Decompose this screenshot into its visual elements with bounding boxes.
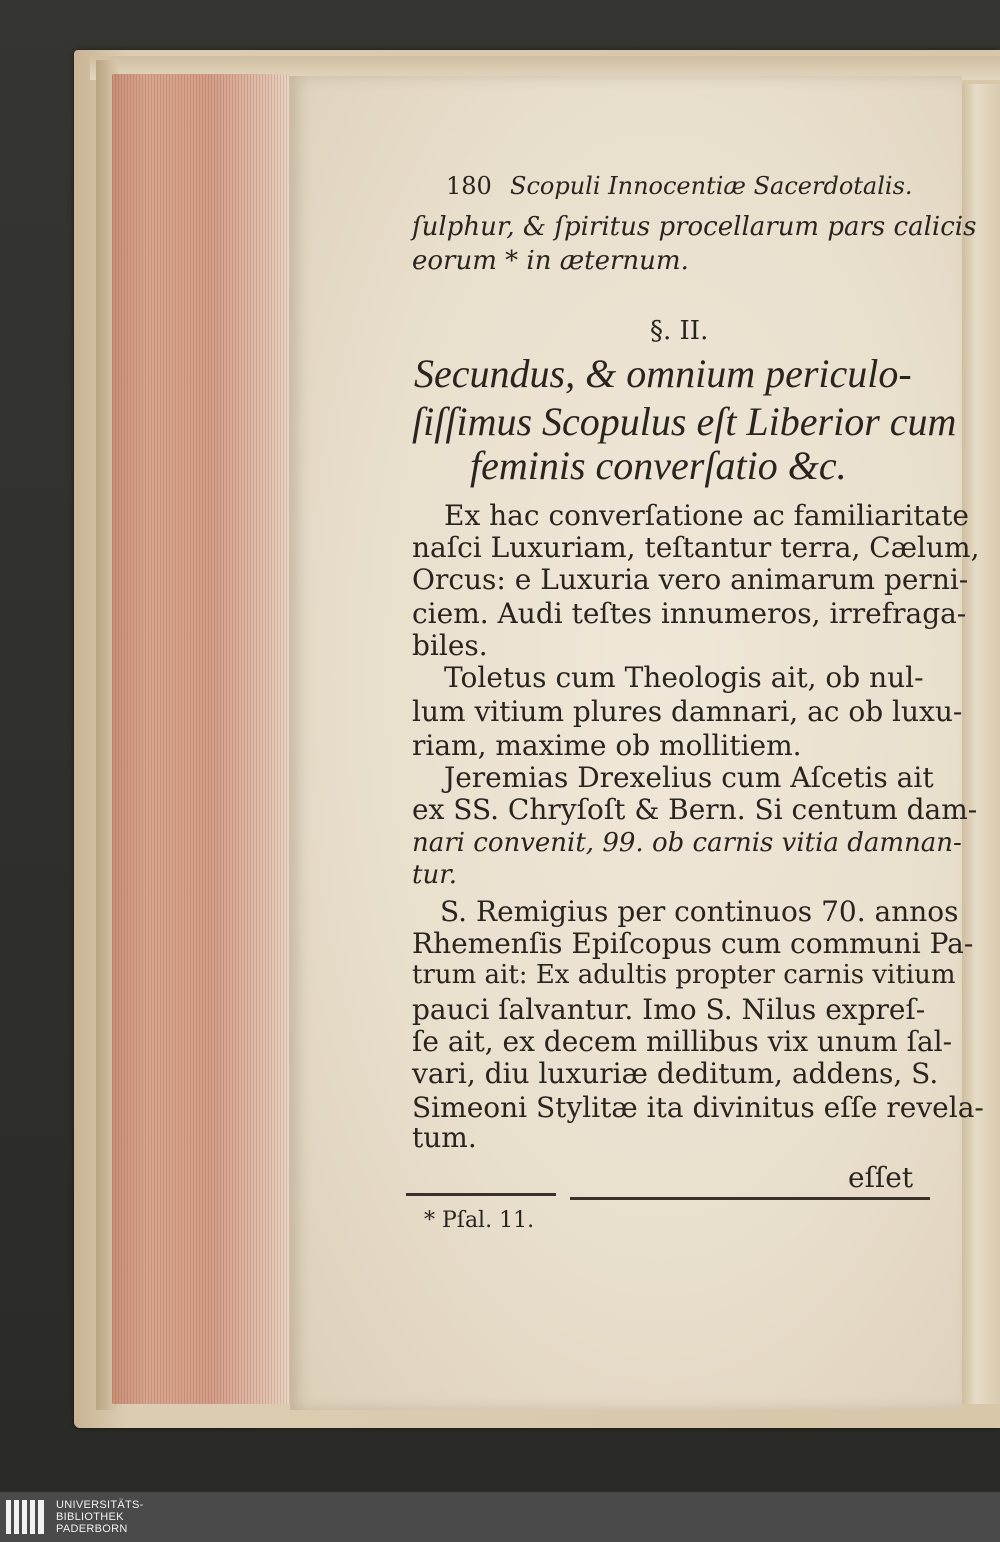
text-line: lum vitium plures damnari, ac ob luxu- [412, 695, 963, 728]
text-line: Jeremias Drexelius cum Aſcetis ait [444, 761, 934, 794]
library-name-line: UNIVERSITÄTS- [56, 1499, 144, 1511]
page-fore-edge [112, 74, 292, 1404]
section-heading-line: Secundus, & omnium periculo- [414, 351, 912, 396]
text-line: riam, maxime ob mollitiem. [412, 729, 802, 762]
running-title: Scopuli Innocentiæ Sacerdotalis. [510, 172, 913, 200]
text-line: tur. [412, 860, 458, 890]
text-line: eorum * in æternum. [412, 246, 689, 276]
text-line: naſci Luxuriam, teſtantur terra, Cælum, [412, 531, 980, 564]
text-line: ſe ait, ex decem millibus vix unum ſal- [412, 1025, 953, 1058]
section-heading-line: feminis converſatio &c. [470, 443, 847, 488]
library-logo-icon [6, 1500, 46, 1534]
catchword: eſſet [848, 1161, 914, 1194]
text-line: tum. [412, 1121, 477, 1154]
text-line: Ex hac converſatione ac familiaritate [444, 499, 969, 532]
text-line: ex SS. Chryſoſt & Bern. Si centum dam- [412, 793, 978, 826]
footnote: * Pſal. 11. [424, 1208, 535, 1233]
text-line: Simeoni Stylitæ ita divinitus eſſe revela- [412, 1091, 984, 1124]
text-line: Orcus: e Luxuria vero animarum perni- [412, 563, 969, 596]
footnote-rule [570, 1197, 930, 1200]
library-banner [0, 1492, 1000, 1542]
text-line: Toletus cum Theologis ait, ob nul- [444, 661, 924, 694]
text-line: S. Remigius per continuos 70. annos [440, 895, 959, 928]
library-name-line: BIBLIOTHEK [56, 1511, 124, 1523]
page-number: 180 [446, 172, 492, 200]
facing-page-edge [960, 84, 1000, 1404]
text-line: ſulphur, & ſpiritus procellarum pars calicis [412, 212, 977, 242]
text-line: trum ait: Ex adultis propter carnis vitium [412, 960, 956, 990]
footnote-rule [406, 1193, 556, 1196]
library-name [56, 1499, 144, 1535]
text-line: Rhemenſis Epiſcopus cum communi Pa- [412, 927, 974, 960]
section-heading-line: ſiſſimus Scopulus eſt Liberior cum [412, 399, 957, 444]
text-line: pauci ſalvantur. Imo S. Nilus expreſ- [412, 993, 926, 1026]
text-line: ciem. Audi teſtes innumeros, irrefraga- [412, 597, 967, 630]
text-line: biles. [412, 629, 488, 662]
library-name-line: PADERBORN [56, 1523, 128, 1535]
text-line: vari, diu luxuriæ deditum, addens, S. [412, 1057, 939, 1090]
section-number: §. II. [650, 316, 709, 346]
text-line: nari convenit, 99. ob carnis vitia damnan- [412, 828, 962, 858]
